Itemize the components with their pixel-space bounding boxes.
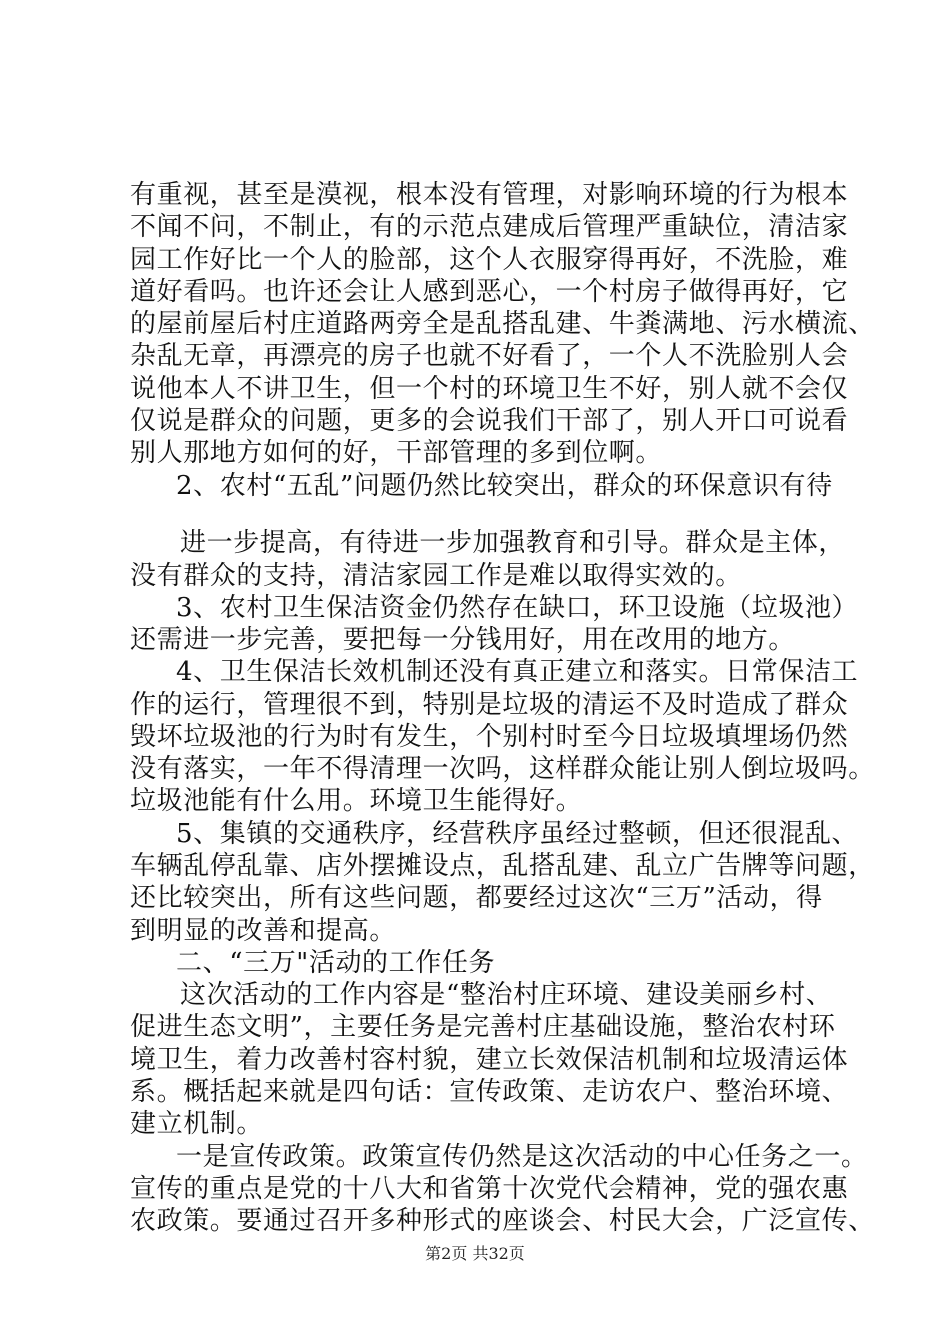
text-line: 道好看吗。也许还会让人感到恶心，一个村房子做得再好，它 bbox=[130, 276, 849, 307]
text-line: 建立机制。 bbox=[130, 1109, 264, 1140]
text-line: 车辆乱停乱靠、店外摆摊设点，乱搭乱建、乱立广告牌等问题， bbox=[130, 851, 875, 881]
text-line: 园工作好比一个人的脸部，这个人衣服穿得再好，不洗脸，难 bbox=[130, 244, 849, 275]
text-line: 一是宣传政策。政策宣传仍然是这次活动的中心任务之一。 bbox=[176, 1141, 868, 1172]
text-line: 境卫生，着力改善村容村貌，建立长效保洁机制和垃圾清运体 bbox=[130, 1044, 849, 1075]
text-line: 没有群众的支持，清洁家园工作是难以取得实效的。 bbox=[130, 560, 742, 591]
text-line: 农政策。要通过召开多种形式的座谈会、村民大会，广泛宣传、 bbox=[130, 1206, 875, 1236]
text-line: 有重视，甚至是漠视，根本没有管理，对影响环境的行为根本 bbox=[130, 180, 849, 210]
text-line: 5、集镇的交通秩序，经营秩序虽经过整顿，但还很混乱、 bbox=[176, 818, 859, 849]
text-line: 没有落实，一年不得清理一次吗，这样群众能让别人倒垃圾吗。 bbox=[130, 754, 875, 785]
text-line: 仅说是群众的问题，更多的会说我们干部了，别人开口可说看 bbox=[130, 405, 849, 436]
text-line: 还比较突出，所有这些问题，都要经过这次“三万”活动，得 bbox=[130, 883, 823, 914]
page-number: 第2页 共32页 bbox=[425, 1244, 525, 1263]
text-line: 毁坏垃圾池的行为时有发生，个别村时至今日垃圾填埋场仍然 bbox=[130, 721, 849, 752]
text-line: 这次活动的工作内容是“整治村庄环境、建设美丽乡村、 bbox=[180, 980, 833, 1011]
text-line: 说他本人不讲卫生，但一个村的环境卫生不好，别人就不会仅 bbox=[130, 373, 849, 404]
text-line: 4、卫生保洁长效机制还没有真正建立和落实。日常保洁工 bbox=[176, 657, 859, 688]
text-line: 垃圾池能有什么用。环境卫生能得好。 bbox=[130, 786, 583, 817]
text-line: 宣传的重点是党的十八大和省第十次党代会精神，党的强农惠 bbox=[130, 1173, 849, 1204]
text-line: 促进生态文明”，主要任务是完善村庄基础设施，整治农村环 bbox=[130, 1012, 836, 1043]
text-line: 进一步提高，有待进一步加强教育和引导。群众是主体， bbox=[180, 528, 846, 559]
text-line: 别人那地方如何的好，干部管理的多到位啊。 bbox=[130, 438, 663, 469]
text-line: 杂乱无章，再漂亮的房子也就不好看了，一个人不洗脸别人会 bbox=[130, 341, 849, 372]
text-line: 到明显的改善和提高。 bbox=[130, 915, 397, 946]
text-line: 2、农村“五乱”问题仍然比较突出，群众的环保意识有待 bbox=[176, 470, 833, 501]
text-line: 的屋前屋后村庄道路两旁全是乱搭乱建、牛粪满地、污水横流、 bbox=[130, 309, 875, 340]
text-line: 系。概括起来就是四句话：宣传政策、走访农户、整治环境、 bbox=[130, 1076, 849, 1107]
text-line: 不闻不问，不制止，有的示范点建成后管理严重缺位，清洁家 bbox=[130, 212, 849, 243]
text-line: 3、农村卫生保洁资金仍然存在缺口，环卫设施（垃圾池） bbox=[176, 592, 859, 623]
section-heading: 二、“三万"活动的工作任务 bbox=[176, 947, 496, 978]
text-line: 还需进一步完善，要把每一分钱用好，用在改用的地方。 bbox=[130, 625, 796, 656]
text-line: 作的运行，管理很不到，特别是垃圾的清运不及时造成了群众 bbox=[130, 689, 849, 720]
